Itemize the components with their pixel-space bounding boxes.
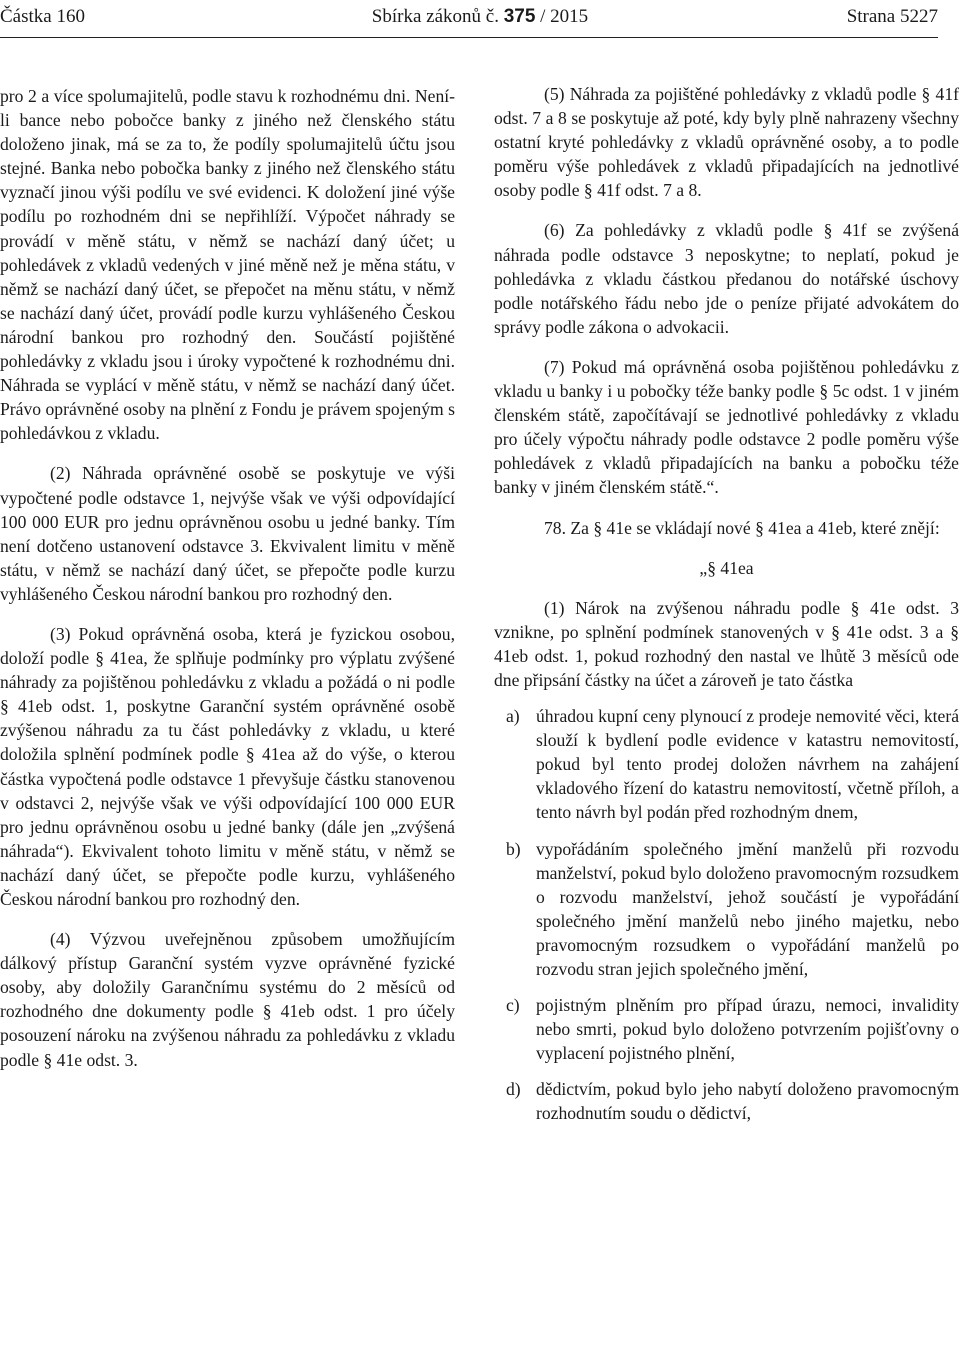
right-paragraph-5: (5) Náhrada za pojištěné pohledávky z vkladů podle § 41f odst. 7 a 8 se poskytuje až poté, kdy byly plně nahrazeny všechny ostatní kryté pohledávky z vkladů oprávněné osoby, a to podle poměru výše pohledávek z vkladů připadajících na jednotlivé osoby podle § 41f odst. 7 a 8. (494, 84, 959, 201)
law-year: / 2015 (540, 6, 589, 27)
right-column (494, 82, 959, 1138)
page-number: Strana 5227 (846, 6, 938, 27)
item-text: pojistným plněním pro případ úrazu, nemoci, invalidity nebo smrti, pokud bylo doloženo potvrzením pojišťovny o vyplacení pojistného plnění, (536, 995, 959, 1064)
item-text: úhradou kupní ceny plynoucí z prodeje nemovité věci, která slouží k bydlení podle evidence v katastru nemovitostí, pokud byl tento prodej doložen návrhem na zahájení vkladového řízení do katastru nemovitostí, včetně příloh, a tento návrh byl podán před rozhodným dnem, (536, 706, 959, 823)
left-paragraph-1: pro 2 a více spolumajitelů, podle stavu k rozhodnému dni. Není-li bance nebo pobočce banky z jiného než členského státu doloženo jinak, má se za to, že podíly spolumajitelů účtu jsou stejné. Banka nebo pobočka banky z jiného než členského státu vyznačí jinou výši podílu ve své evidenci. K doložení jiné výše podílu po rozhodném dni se nepřihlíží. Výpočet náhrady se provádí v měně státu, v němž se nachází daný účet; u pohledávek z vkladů vedených v jiné měně než je měna státu, v němž se nachází daný účet, se přepočet na měnu státu, v němž se nachází daný účet, provádí podle kurzu vyhlášeného Českou národní bankou pro rozhodný den. Součástí pojištěné pohledávky z vkladu jsou i úroky vypočtené k rozhodnému dni. Náhrada se vyplácí v měně státu, v němž se nachází daný účet. Právo oprávněné osoby na plnění z Fondu je právem spojeným s pohledávkou z vkladu. (0, 86, 455, 444)
left-paragraph-3: (3) Pokud oprávněná osoba, která je fyzickou osobou, doloží podle § 41ea, že splňuje podmínky pro výplatu zvýšené náhrady za pojištěnou pohledávku z vkladu a požádá o ni podle § 41eb odst. 1, poskytne Garanční systém oprávněné osobě zvýšenou náhradu za tu část pohledávky z vkladu, u které doložila splnění podmínek podle § 41ea až do výše, o kterou částka vypočtená podle odstavce 1 převyšuje částku stanovenou v odstavci 2, nejvýše však ve výši odpovídající 100 000 EUR pro jednu oprávněnou osobu u jedné banky (dále jen „zvýšená náhrada“). Ekvivalent tohoto limitu v měně státu, v němž se nachází daný účet, se přepočte podle kurzu, vyhlášeného Českou národní bankou pro rozhodný den. (0, 623, 455, 909)
left-column (0, 84, 455, 1072)
right-paragraph-7: (7) Pokud má oprávněná osoba pojištěnou pohledávku z vkladu u banky i u pobočky téže banky podle § 5c odst. 1 v jiném členském státě, započítávají se jednotlivé pohledávky z vkladu pro účely výpočtu náhrady podle odstavce 2 podle poměru výše pohledávek z vkladů připadajících na banku a pobočku téže banky v jiném členském státě.“. (494, 356, 959, 498)
list-item (494, 993, 959, 1065)
section-heading: „§ 41ea (699, 557, 754, 578)
left-paragraph-2: (2) Náhrada oprávněné osobě se poskytuje ve výši vypočtené podle odstavce 1, nejvýše však ve výši odpovídající 100 000 EUR pro jednu oprávněnou osobu u jedné banky. Tím není dotčeno ustanovení odstavce 3. Ekvivalent limitu v měně státu, v němž se nachází daný účet, se přepočte podle kurzu vyhlášeného Českou národní bankou pro rozhodný den. (0, 463, 455, 604)
section-intro: (1) Nárok na zvýšenou náhradu podle § 41e odst. 3 vznikne, po splnění podmínek stanovených v § 41e odst. 3 a § 41eb odst. 1, pokud rozhodný den nastal ve lhůtě 3 měsíců ode dne připsání částky na účet a zároveň je tato částka (494, 597, 959, 690)
collection-prefix: Sbírka zákonů č. (371, 6, 499, 27)
right-paragraph-6: (6) Za pohledávky z vkladů podle § 41f se zvýšená náhrada podle odstavce 3 neposkytne; to neplatí, pokud je pohledávka z vkladu částkou předanou do notářské úschovy podle notářského řádu nebo jde o peníze přijaté advokátem do správy podle zákona o advokacii. (494, 220, 959, 337)
list-item (494, 837, 959, 982)
law-number: 375 (503, 6, 536, 27)
item-label: a) (506, 706, 520, 727)
header-rule (0, 37, 938, 38)
item-text: vypořádáním společného jmění manželů při rozvodu manželství, pokud bylo doloženo pravomocným rozsudkem o rozvodu manželství, jehož součástí je vypořádání společného jmění manželů nebo jiného majetku, nebo pravomocným rozsudkem o vypořádání manželů po rozvodu stran jejich společného jmění, (536, 838, 959, 979)
left-paragraph-4: (4) Výzvou uveřejněnou způsobem umožňujícím dálkový přístup Garanční systém vyzve oprávněné fyzické osoby, aby doložily Garančnímu systému do 2 měsíců od rozhodného dne dokumenty podle § 41eb odst. 1 pro účely posouzení nároku na zvýšenou náhradu za pohledávku z vkladu podle § 41e odst. 3. (0, 929, 455, 1070)
list-item (494, 1077, 959, 1125)
collection-title (0, 2, 960, 32)
item-label: d) (506, 1079, 521, 1100)
page-header (0, 0, 960, 38)
item-label: b) (506, 838, 521, 859)
issue-number: Částka 160 (0, 6, 85, 27)
list-item (494, 704, 959, 824)
amendment-point-78: 78. Za § 41e se vkládají nové § 41ea a 41eb, které znějí: (544, 517, 940, 538)
condition-list (494, 704, 959, 1126)
item-text: dědictvím, pokud bylo jeho nabytí doloženo pravomocným rozhodnutím soudu o dědictví, (536, 1079, 959, 1124)
item-label: c) (506, 995, 520, 1016)
